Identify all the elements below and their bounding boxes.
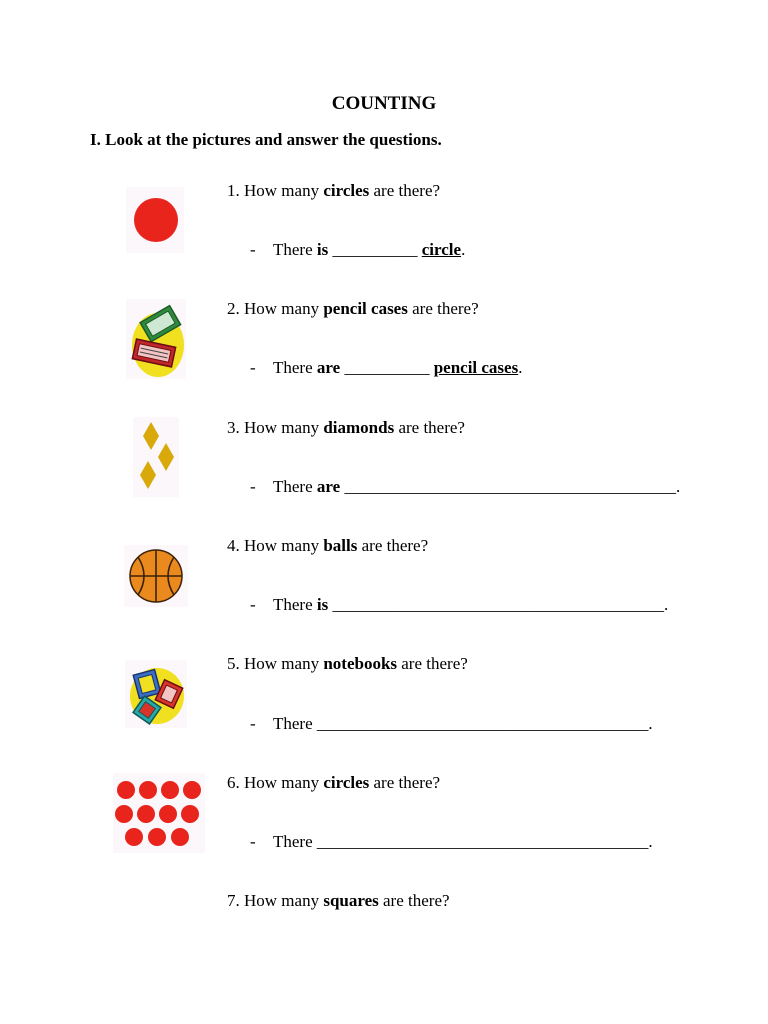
red-circles-picture bbox=[113, 773, 205, 853]
answer-line-2: - There are __________ pencil cases. bbox=[250, 358, 523, 377]
answer-line-6: - There _______________________________________. bbox=[250, 832, 653, 851]
question-1: 1. How many circles are there? bbox=[227, 181, 441, 200]
circle-picture bbox=[126, 187, 184, 253]
answer-line-3: - There are _______________________________________. bbox=[250, 477, 681, 496]
answer-line-1: - There is __________ circle. bbox=[250, 240, 466, 259]
diamonds-picture bbox=[133, 417, 179, 497]
answer-line-5: - There _______________________________________. bbox=[250, 714, 653, 733]
worksheet-title: COUNTING bbox=[331, 93, 437, 114]
question-2: 2. How many pencil cases are there? bbox=[227, 299, 479, 318]
answer-line-4: - There is _______________________________________. bbox=[250, 595, 669, 614]
question-3: 3. How many diamonds are there? bbox=[227, 418, 465, 437]
pencil-cases-picture bbox=[126, 299, 186, 379]
basketball-picture bbox=[124, 545, 188, 607]
notebooks-picture bbox=[125, 660, 187, 728]
question-7: 7. How many squares are there? bbox=[227, 891, 450, 910]
question-6: 6. How many circles are there? bbox=[227, 773, 441, 792]
question-4: 4. How many balls are there? bbox=[227, 536, 429, 555]
instruction-heading: I. Look at the pictures and answer the questions. bbox=[90, 130, 442, 149]
question-5: 5. How many notebooks are there? bbox=[227, 654, 468, 673]
